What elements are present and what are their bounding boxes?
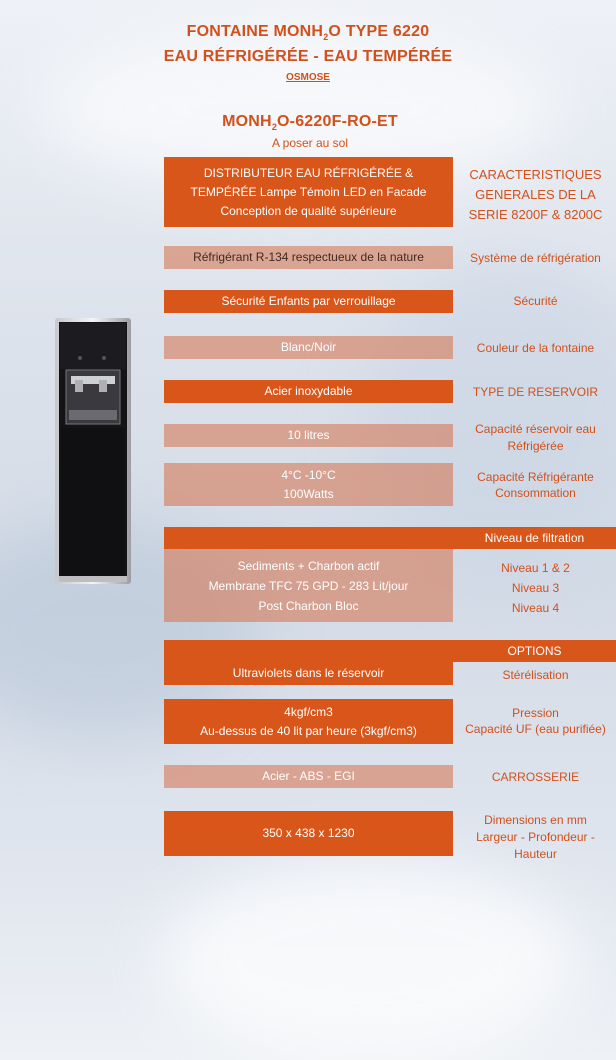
model-name: $MONH_2O-6220F-RO-ET$ bbox=[222, 113, 398, 133]
filtration-value: Sediments + Charbon actif Membrane TFC 75 GPD - 283 Lit/jour Post Charbon Bloc bbox=[164, 549, 453, 622]
dimensions-value: 350 x 438 x 1230 bbox=[164, 811, 453, 856]
water-fountain-image bbox=[55, 318, 131, 584]
osmose-link[interactable]: OSMOSE bbox=[286, 72, 330, 83]
safety-value: Sécurité Enfants par verrouillage bbox=[164, 290, 453, 313]
cooling-capacity-label: Capacité Réfrigérante Consommation bbox=[477, 470, 594, 500]
filtration-header: Niveau de filtration bbox=[484, 531, 585, 545]
options-value: Ultraviolets dans le réservoir bbox=[164, 662, 453, 685]
dimensions-label: Dimensions en mm Largeur - Profondeur - Hauteur bbox=[476, 813, 595, 861]
pressure-label: Pression Capacité UF (eau purifiée) bbox=[465, 706, 606, 736]
page-title-line1: FONTAINE $MONH_2O$ TYPE 6220 bbox=[186, 23, 430, 43]
body-material-value: Acier - ABS - EGI bbox=[164, 765, 453, 788]
color-label: Couleur de la fontaine bbox=[476, 341, 595, 355]
page-title bbox=[0, 22, 616, 67]
tank-capacity-value: 10 litres bbox=[164, 424, 453, 447]
page-title-line2: EAU RÉFRIGÉRÉE - EAU TEMPÉRÉE bbox=[163, 48, 453, 66]
safety-label: Sécurité bbox=[513, 294, 558, 308]
filtration-levels: Niveau 1 & 2 Niveau 3 Niveau 4 bbox=[501, 561, 570, 615]
tank-capacity-label: Capacité réservoir eau Réfrigérée bbox=[475, 422, 596, 453]
pressure-value: 4kgf/cm3 Au-dessus de 40 lit par heure (3kgf/cm3) bbox=[164, 699, 453, 744]
general-features-value: DISTRIBUTEUR EAU RÉFRIGÉRÉE & TEMPÉRÉE Lampe Témoin LED en Facade Conception de qualité supérieure bbox=[164, 157, 453, 227]
cooling-capacity-value: 4°C -10°C 100Watts bbox=[164, 463, 453, 506]
refrigeration-value: Réfrigérant R-134 respectueux de la nature bbox=[164, 246, 453, 269]
tank-type-label: TYPE DE RESERVOIR bbox=[472, 385, 599, 399]
model-subtitle: A poser au sol bbox=[271, 136, 349, 150]
color-value: Blanc/Noir bbox=[164, 336, 453, 359]
tank-type-value: Acier inoxydable bbox=[164, 380, 453, 403]
refrigeration-label: Système de réfrigération bbox=[470, 251, 601, 265]
options-label: Stérélisation bbox=[502, 668, 569, 682]
options-header: OPTIONS bbox=[507, 644, 562, 658]
general-features-label: CARACTERISTIQUES GENERALES DE LA SERIE 8200F & 8200C bbox=[468, 167, 603, 222]
body-material-label: CARROSSERIE bbox=[491, 770, 580, 784]
